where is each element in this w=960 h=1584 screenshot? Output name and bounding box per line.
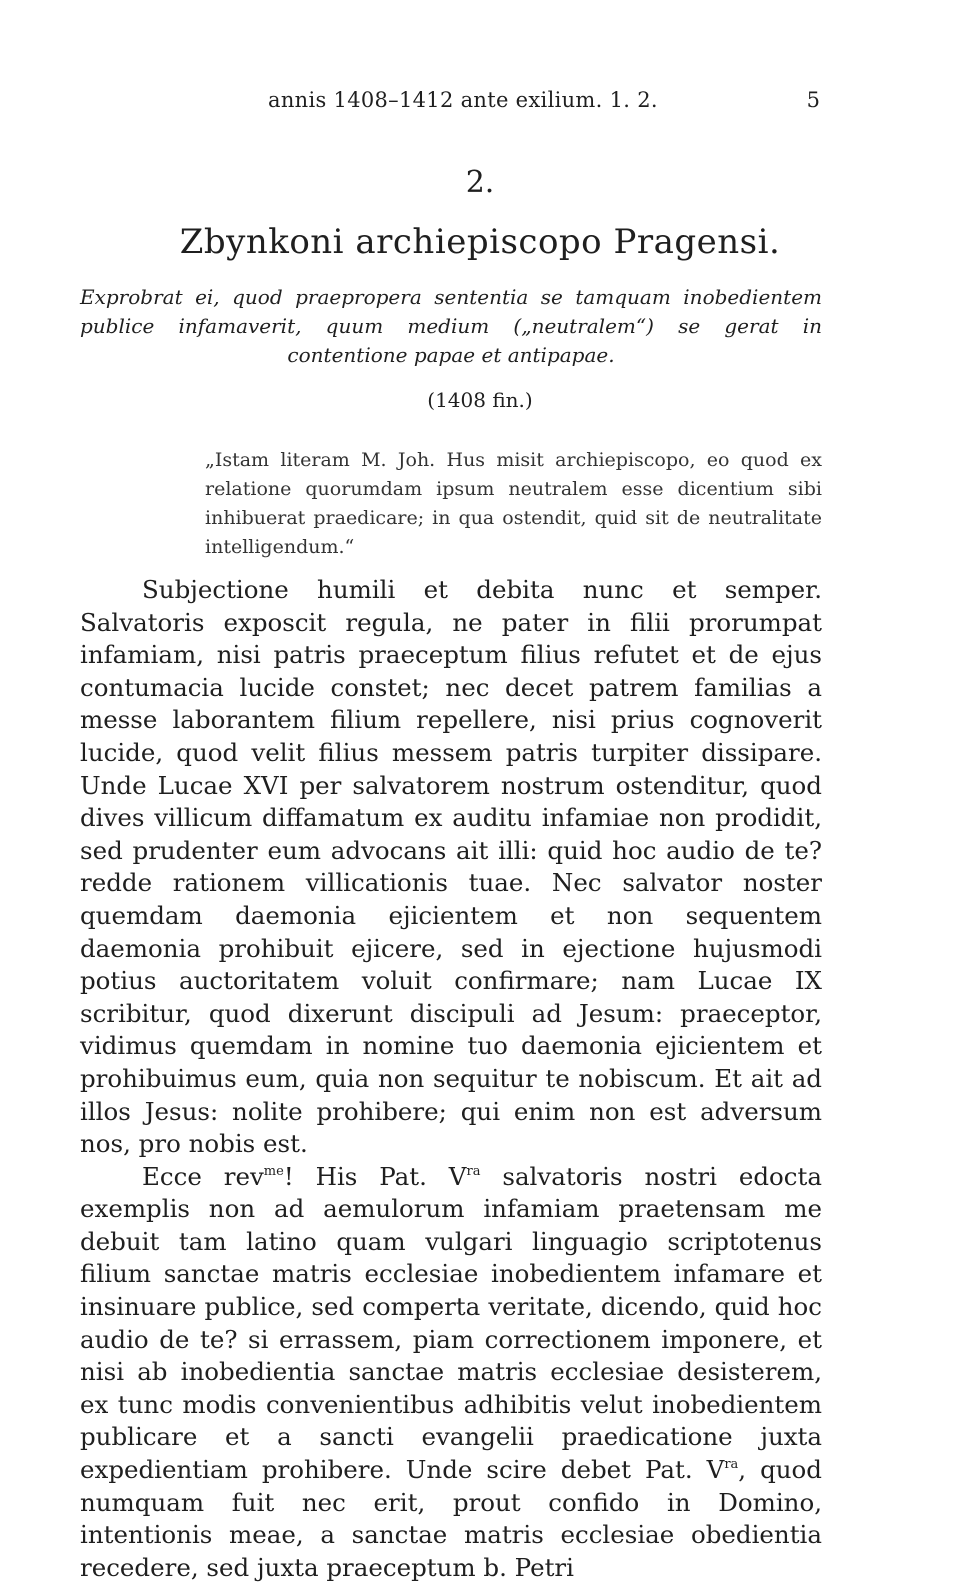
paragraph-2-part-2: ! His Pat. V	[283, 1161, 467, 1191]
document-number: 2.	[465, 165, 495, 200]
document-title: Zbynkoni archiepiscopo Pragensi.	[179, 222, 781, 262]
page-number: 5	[806, 88, 820, 112]
superscript-ra-1: ra	[466, 1163, 481, 1179]
running-title: annis 1408–1412 ante exilium. 1. 2.	[268, 88, 658, 112]
document-date: (1408 fin.)	[427, 388, 533, 412]
editorial-note: „Istam literam M. Joh. Hus misit archiepiscopo, eo quod ex relatione quorumdam ipsum neutralem esse dicentium sibi inhibuerat praedicare; in qua ostendit, quid sit de neutralitate intelligendum.“	[205, 449, 822, 558]
paragraph-1: Subjectione humili et debita nunc et semper. Salvatoris exposcit regula, ne pater in filii prorumpat infamiam, nisi patris praeceptum filius refutet et de ejus contumacia lucide constet; nec decet patrem familias a messe laborantem filium repellere, nisi prius cognoverit lucide, quod velit filius messem patris turpiter dissipare. Unde Lucae XVI per salvatorem nostrum ostenditur, quod dives villicum diffamatum ex auditu infamiae non prodidit, sed prudenter eum advocans ait illi: quid hoc audio de te? redde rationem villicationis tuae. Nec salvator noster quemdam daemonia ejicientem et non sequentem daemonia prohibuit ejicere, sed in ejectione hujusmodi potius auctoritatem voluit confirmare; nam Lucae IX scribitur, quod dixerunt discipuli ad Jesum: praeceptor, vidimus quemdam in nomine tuo daemonia ejicientem et prohibuimus eum, quia non sequitur te nobiscum. Et ait ad illos Jesus: nolite prohibere; qui enim non est adversum nos, pro nobis est.	[80, 575, 822, 1159]
document-summary: Exprobrat ei, quod praepropera sententia se tamquam inobedientem publice infamaverit, quum medium („neutralem“) se gerat in contentione papae et antipapae.	[80, 285, 822, 367]
paragraph-2-part-4: , quod numquam fuit nec erit, prout confido in Domino, intentionis meae, a sanctae matris ecclesiae obedientia recedere, sed juxta praeceptum b. Petri	[80, 1455, 822, 1582]
paragraph-2	[80, 1161, 822, 1584]
letter-body	[80, 574, 822, 1584]
running-head	[80, 88, 820, 118]
paragraph-2-part-3: salvatoris nostri edocta exemplis non ad aemulorum infamiam praetensam me debuit tam latino quam vulgari linguagio scriptotenus filium sanctae matris ecclesiae inobedientem infamare et insinuare publice, sed comperta veritate, dicendo, quid hoc audio de te? si errassem, piam correctionem imponere, et nisi ab inobedientia sanctae matris ecclesiae desisterem, ex tunc modis convenientibus adhibitis velut inobedientem publicare et a sancti evangelii praedicatione juxta expedientiam prohibere. Unde scire debet Pat. V	[80, 1161, 822, 1485]
paragraph-2-part-1: Ecce rev	[142, 1161, 264, 1191]
superscript-me: me	[263, 1163, 284, 1179]
superscript-ra-2: ra	[724, 1457, 739, 1473]
